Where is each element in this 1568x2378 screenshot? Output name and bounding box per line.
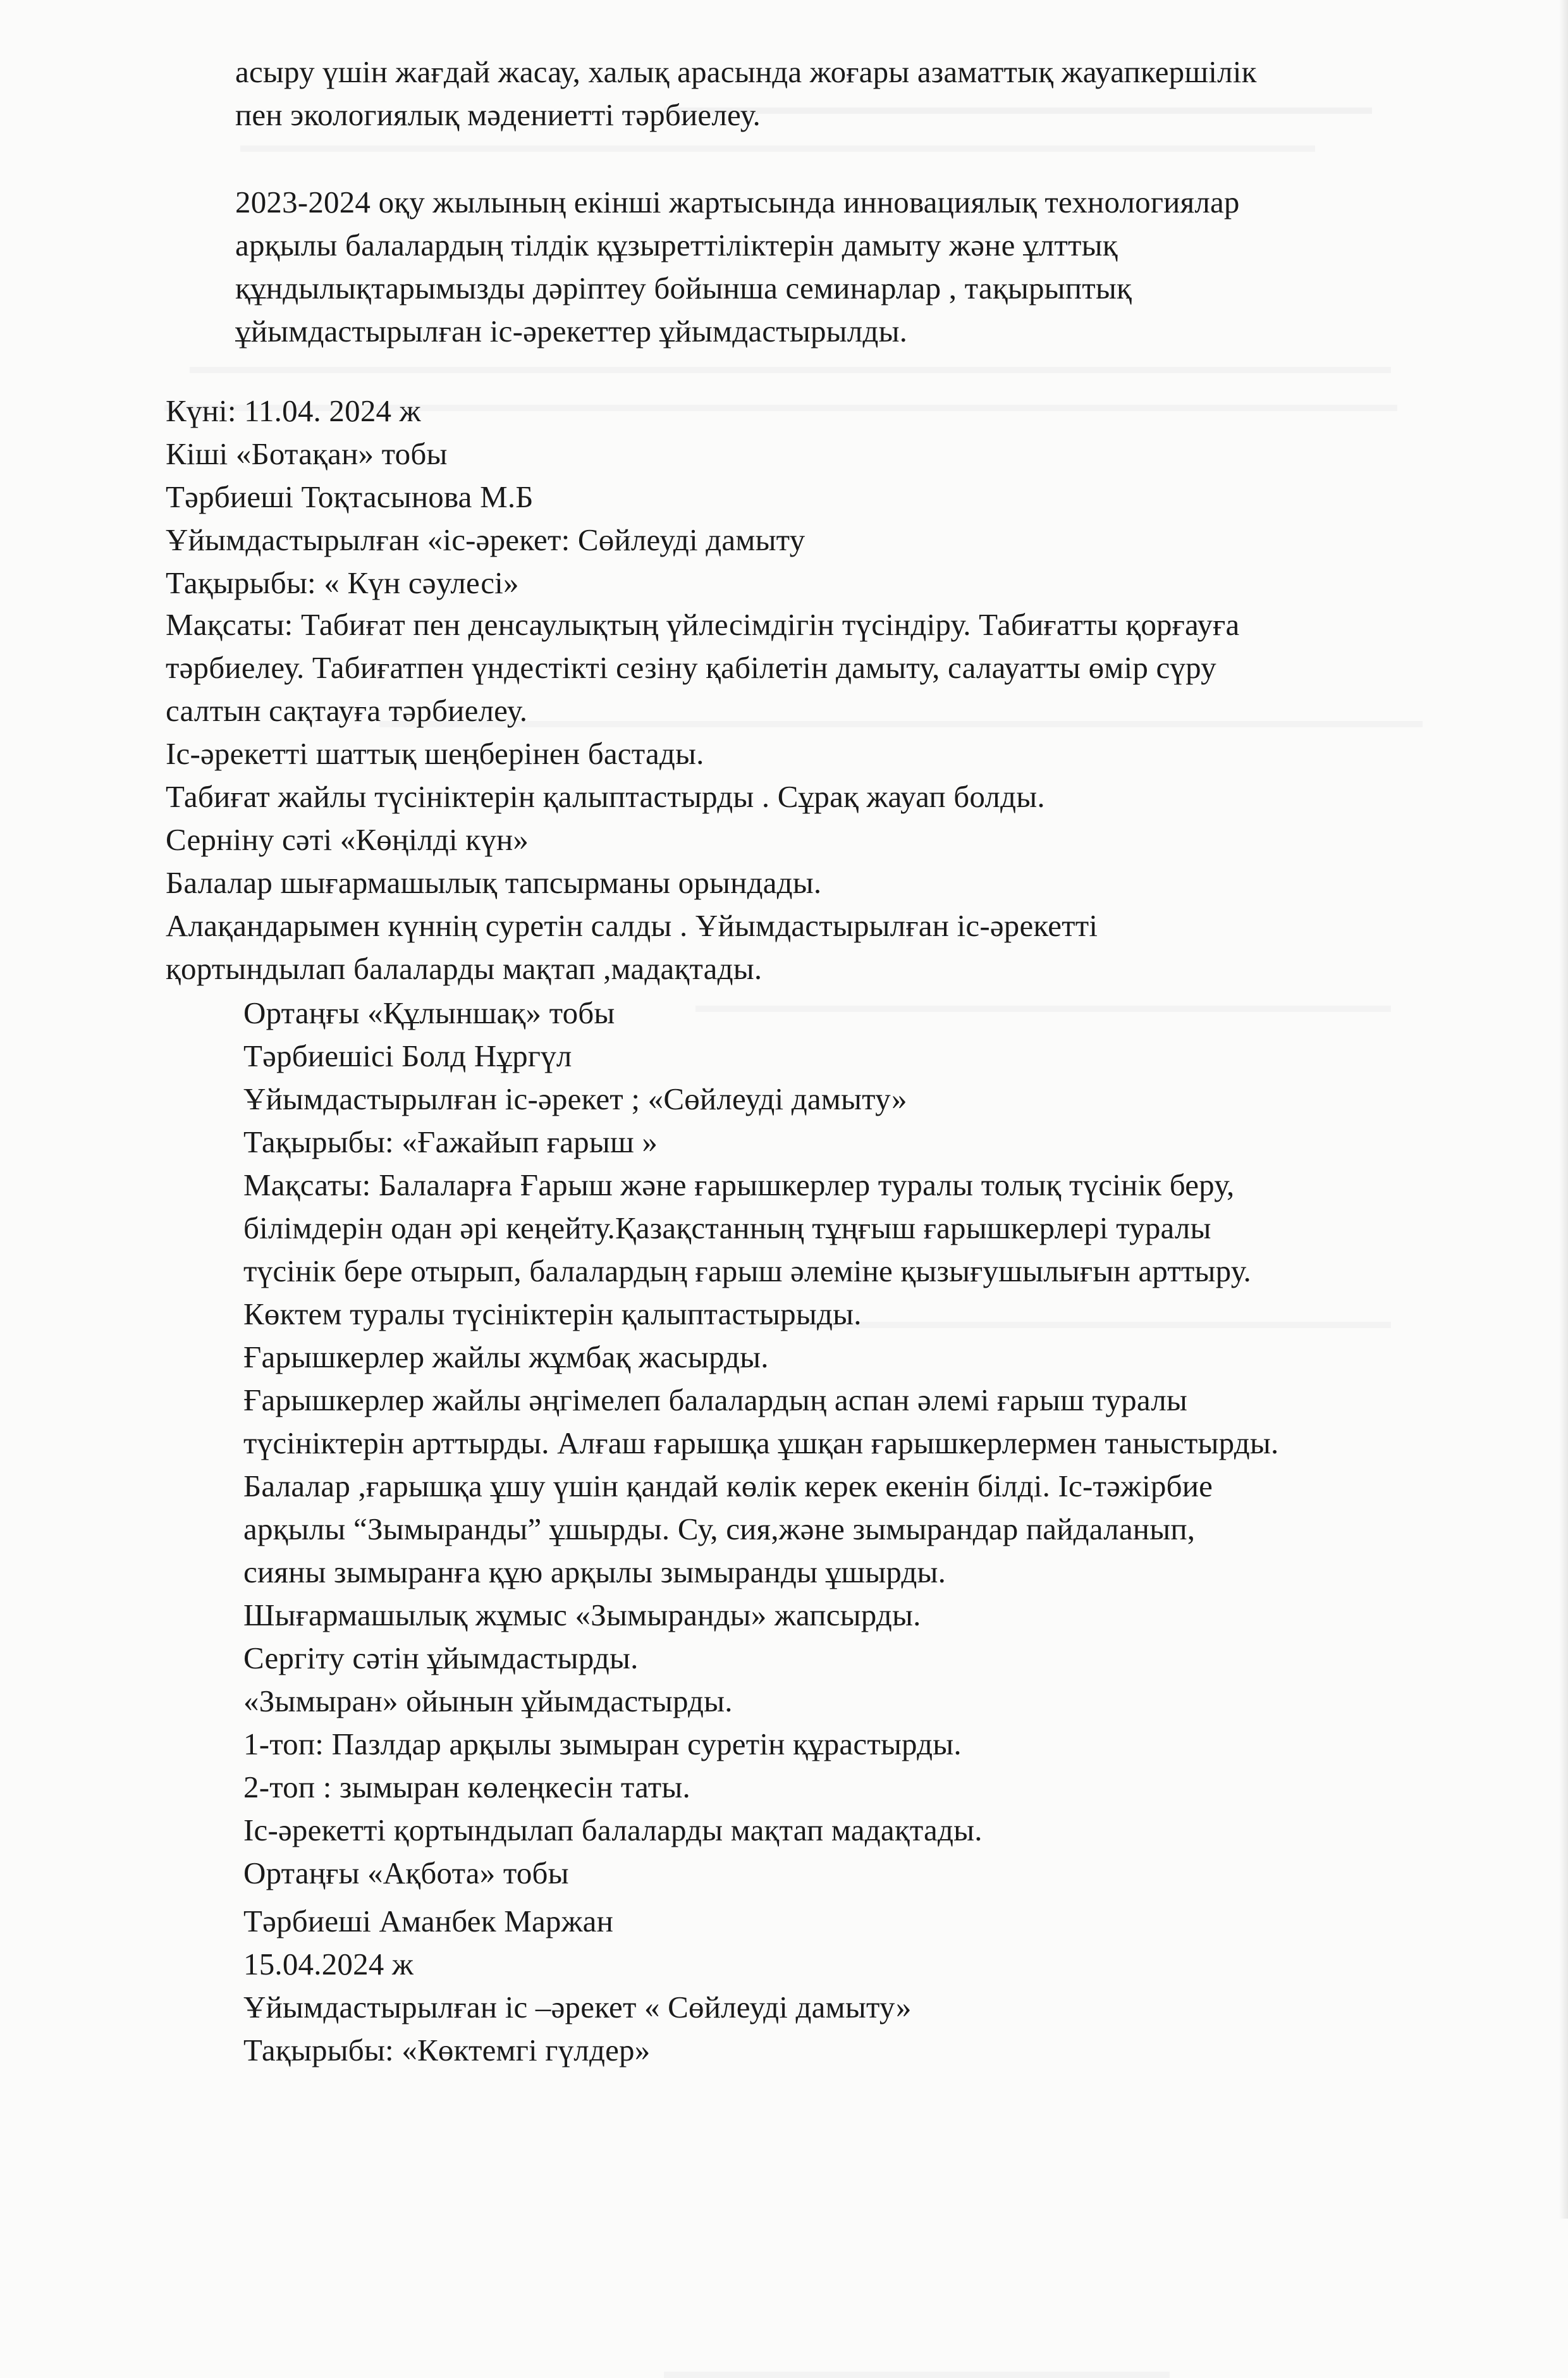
text-line: Ғарышкерлер жайлы жұмбақ жасырды.: [243, 1340, 769, 1374]
text-line: Табиғат жайлы түсініктерін қалыптастырды . Сұрақ жауап болды.: [166, 779, 1045, 814]
text-line: Кіші «Ботақан» тобы: [166, 436, 448, 471]
text-line: салтын сақтауға тәрбиелеу.: [166, 693, 528, 728]
text-line: Серніну сәті «Көңілді күн»: [166, 822, 529, 857]
text-line: Тәрбиеші Аманбек Маржан: [243, 1904, 614, 1938]
bleed-through-mark: [695, 1006, 1391, 1012]
text-line: Ғарышкерлер жайлы әңгімелеп балалардың аспан әлемі ғарыш туралы: [243, 1383, 1187, 1417]
text-line: Ұйымдастырылған «іс-әрекет: Сөйлеуді дамыту: [166, 522, 805, 557]
text-line: Сергіту сәтін ұйымдастырды.: [243, 1641, 639, 1675]
text-line: қортындылап балаларды мақтап ,мадақтады.: [166, 951, 763, 986]
text-line: 2-топ : зымыран көлеңкесін таты.: [243, 1770, 690, 1804]
text-line: асыру үшін жағдай жасау, халық арасында жоғары азаматтық жауапкершілік: [235, 54, 1257, 89]
text-line: Алақандарымен күннің суретін салды . Ұйымдастырылған іс-әрекетті: [166, 908, 1098, 943]
text-line: Балалар шығармашылық тапсырманы орындады.: [166, 865, 822, 900]
bleed-through-mark: [379, 721, 1423, 727]
text-line: Тақырыбы: «Көктемгі гүлдер»: [243, 2033, 651, 2067]
text-line: Ортаңғы «Құлыншақ» тобы: [243, 995, 615, 1030]
text-line: түсінік бере отырып, балалардың ғарыш әлеміне қызығушылығын арттыру.: [243, 1254, 1251, 1288]
text-line: Ұйымдастырылған іс-әрекет ; «Сөйлеуді дамыту»: [243, 1081, 907, 1116]
bleed-through-mark: [664, 108, 1372, 114]
bleed-through-mark: [664, 2372, 1170, 2378]
text-line: Іс-әрекетті қортындылап балаларды мақтап мадақтады.: [243, 1813, 983, 1847]
text-line: Іс-әрекетті шаттық шеңберінен бастады.: [166, 736, 704, 771]
text-line: Шығармашылық жұмыс «Зымыранды» жапсырды.: [243, 1598, 921, 1632]
text-line: 15.04.2024 ж: [243, 1947, 414, 1981]
text-line: Көктем туралы түсініктерін қалыптастырыды.: [243, 1297, 862, 1331]
text-line: арқылы “Зымыранды” ұшырды. Су, сия,және зымырандар пайдаланып,: [243, 1512, 1196, 1546]
bleed-through-mark: [240, 145, 1315, 152]
text-line: Тәрбиешісі Болд Нұргүл: [243, 1038, 572, 1073]
text-line: арқылы балалардың тілдік құзыреттіліктерін дамыту және ұлттық: [235, 228, 1118, 262]
text-line: құндылықтарымызды дәріптеу бойынша семинарлар , тақырыптық: [235, 271, 1132, 305]
text-line: пен экологиялық мәдениетті тәрбиелеу.: [235, 97, 761, 132]
text-line: сияны зымыранға құю арқылы зымыранды ұшырды.: [243, 1555, 946, 1589]
text-line: 1-топ: Пазлдар арқылы зымыран суретін құрастырды.: [243, 1727, 962, 1761]
text-line: 2023-2024 оқу жылының екінші жартысында инновациялық технологиялар: [235, 185, 1240, 219]
text-line: ұйымдастырылған іс-әрекеттер ұйымдастырылды.: [235, 314, 908, 348]
text-line: Ортаңғы «Ақбота» тобы: [243, 1856, 569, 1890]
text-line: Тәрбиеші Тоқтасынова М.Б: [166, 479, 534, 514]
text-line: Балалар ,ғарышқа ұшу үшін қандай көлік керек екенін білді. Іс-тәжірбие: [243, 1469, 1213, 1503]
text-line: Мақсаты: Балаларға Ғарыш және ғарышкерлер туралы толық түсінік беру,: [243, 1167, 1235, 1202]
text-line: Күні: 11.04. 2024 ж: [166, 393, 421, 428]
page-edge-shadow: [1559, 0, 1568, 2219]
text-line: «Зымыран» ойынын ұйымдастырды.: [243, 1684, 733, 1718]
bleed-through-mark: [190, 367, 1391, 373]
text-line: түсініктерін арттырды. Алғаш ғарышқа ұшқан ғарышкерлермен таныстырды.: [243, 1426, 1279, 1460]
text-line: Тақырыбы: « Күн сәулесі»: [166, 565, 519, 600]
text-line: Тақырыбы: «Ғажайып ғарыш »: [243, 1124, 658, 1159]
text-line: Ұйымдастырылған іс –әрекет « Сөйлеуді дамыту»: [243, 1990, 912, 2024]
text-line: білімдерін одан әрі кеңейту.Қазақстанның тұңғыш ғарышкерлері туралы: [243, 1211, 1211, 1245]
text-line: тәрбиелеу. Табиғатпен үндестікті сезіну қабілетін дамыту, салауатты өмір сүру: [166, 650, 1216, 685]
text-line: Мақсаты: Табиғат пен денсаулықтың үйлесімдігін түсіндіру. Табиғатты қорғауға: [166, 607, 1240, 642]
